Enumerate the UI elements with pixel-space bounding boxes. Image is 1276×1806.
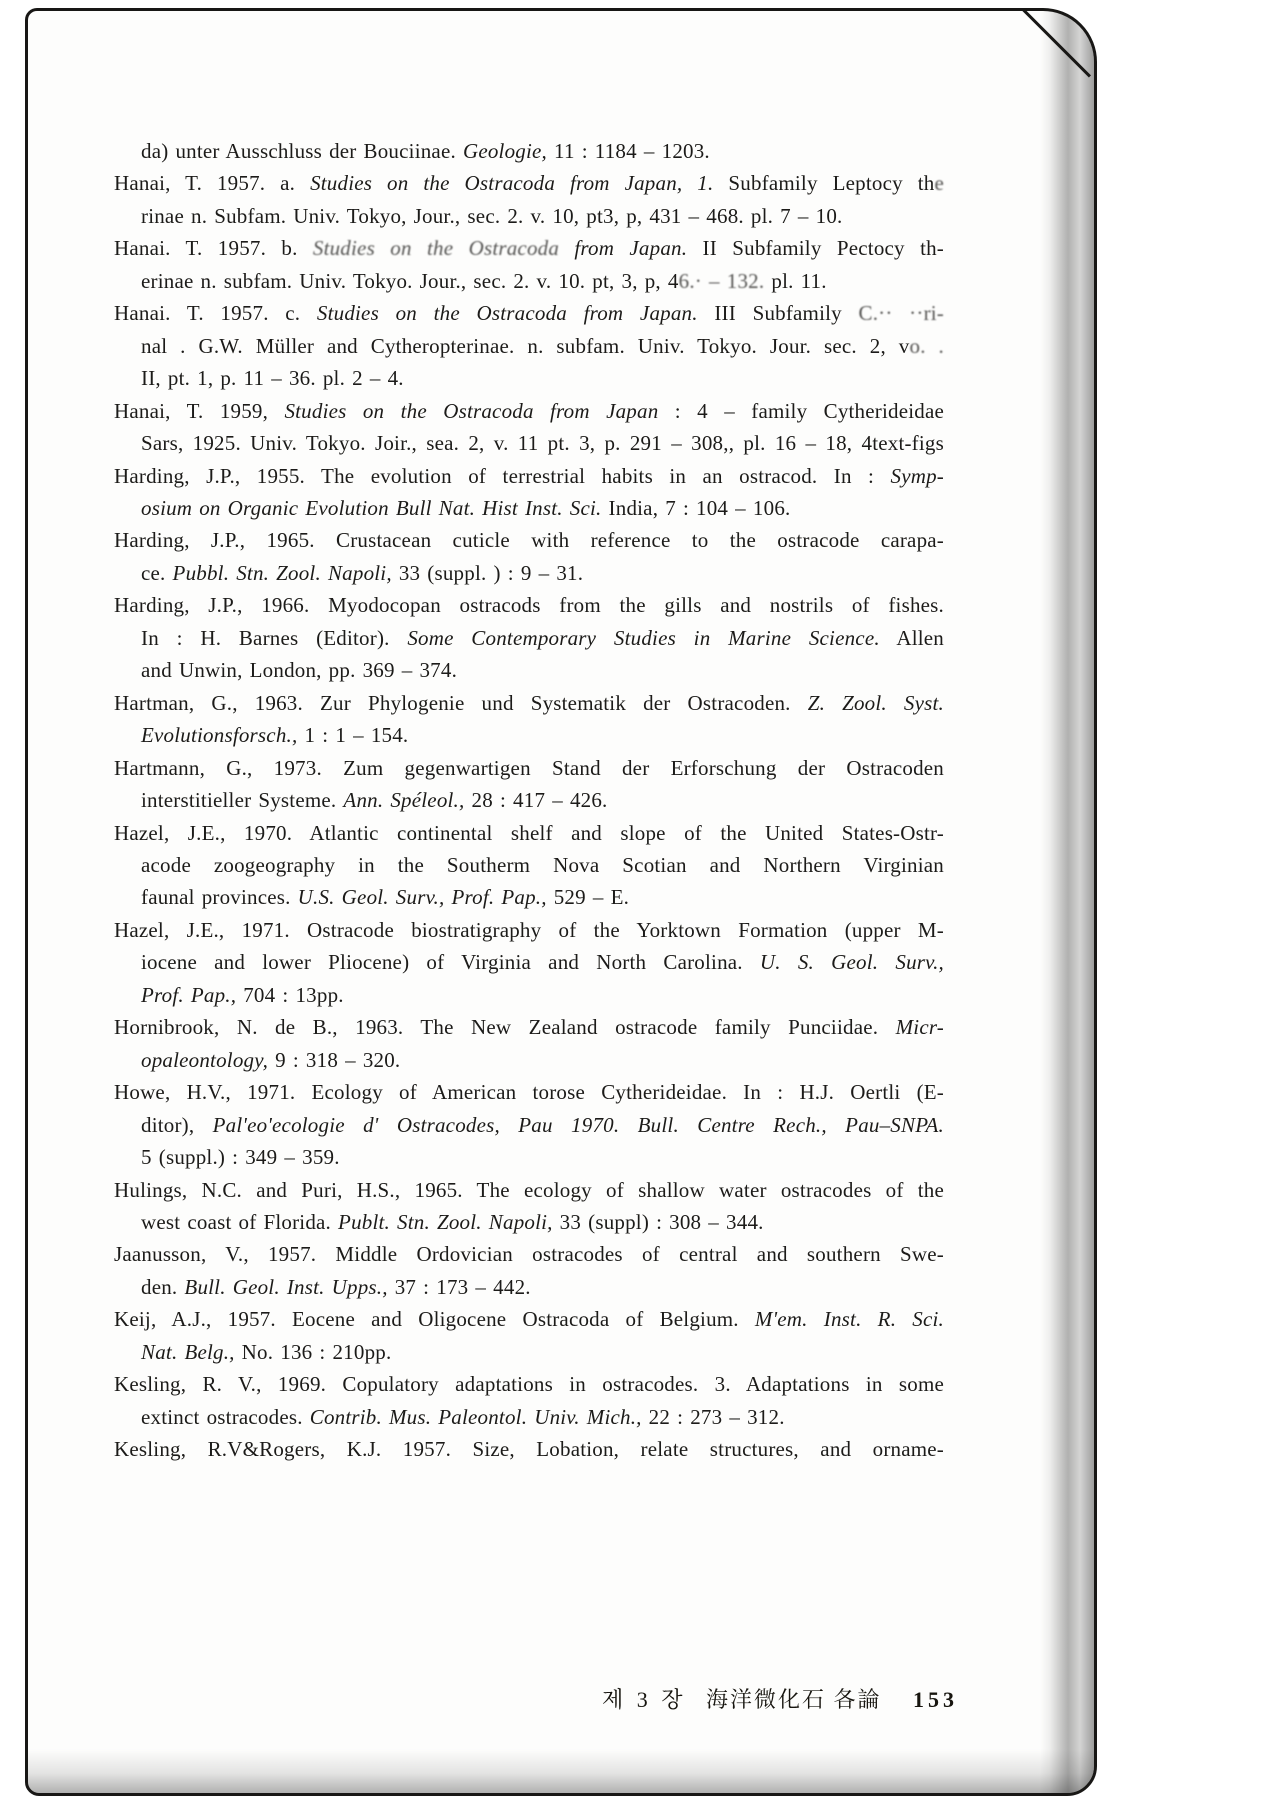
bib-line [114,881,944,913]
bib-segment: Hornibrook, N. de B., 1963. The New Zealand ostracode family Punciidae. [114,1015,896,1040]
bib-segment: 11 : 1184 – 1203. [547,139,710,163]
bib-line [114,1109,944,1141]
bib-segment: ce. [141,560,173,585]
bib-segment: Sars, 1925. Univ. Tokyo. Joir., sea. 2, v. 11 pt. 3, p. 291 – 308,, pl. 16 – 18, 4text-figs [141,431,944,456]
bib-line [114,1141,944,1173]
bib-segment: 5 (suppl.) : 349 – 359. [141,1145,340,1170]
bib-segment: Subfamily Leptocy th [713,171,935,196]
bib-line [114,589,944,621]
bib-segment: den. [141,1274,185,1299]
bib-segment: Nat. Belg., [141,1339,235,1364]
bib-line [114,232,944,264]
bib-line [114,946,944,978]
bib-line [114,1368,944,1400]
bib-segment: o. . [909,333,944,358]
bib-line [114,1011,944,1043]
bib-line [114,817,944,849]
bib-segment: 9 : 318 – 320. [268,1047,401,1072]
bib-line [114,914,944,946]
bib-segment: faunal provinces. [141,885,298,910]
bib-line [114,687,944,719]
bib-segment: and Unwin, London, pp. 369 – 374. [141,658,458,683]
bib-segment: Hanai, T. 1957. a. [114,171,311,196]
bib-segment: nal . G.W. Müller and Cytheropterinae. n. subfam. Univ. Tokyo. Jour. sec. 2, v [141,333,910,358]
bib-segment: erinae n. subfam. Univ. Tokyo. Jour., sec. 2. v. 10. pt, 3, p, 4 [141,268,679,293]
bib-segment: Symp- [890,463,944,488]
bib-segment: Jaanusson, V., 1957. Middle Ordovician ostracodes of central and southern Swe- [114,1242,944,1267]
bib-segment: Howe, H.V., 1971. Ecology of American torose Cytherideidae. In : H.J. Oertli (E- [114,1080,944,1105]
bib-segment: Hartman, G., 1963. Zur Phylogenie und Systematik der Ostracoden. [114,690,808,715]
bib-line [114,524,944,556]
bib-segment: Allen [879,625,944,650]
bib-segment: pl. 11. [764,268,827,293]
bib-line [114,752,944,784]
bib-segment: Pubbl. Stn. Zool. Napoli, [172,560,392,585]
bib-segment: 22 : 273 – 312. [641,1404,785,1429]
bib-segment: osium on Organic Evolution Bull Nat. Hist Inst. Sci. [141,495,602,520]
bib-segment: Studies on the Ostracoda from Japan. [316,301,698,326]
bib-segment: 1 : 1 – 154. [297,723,409,748]
bib-segment: Publt. Stn. Zool. Napoli, [338,1209,553,1234]
bib-segment: Micr- [895,1015,944,1040]
bib-segment: Studies on the Ostracoda from Japan, 1. [310,171,714,196]
bib-segment: 33 (suppl. ) : 9 – 31. [391,560,584,585]
bib-segment: Hazel, J.E., 1971. Ostracode biostratigraphy of the Yorktown Formation (upper M- [114,917,944,942]
bib-line [114,1206,944,1238]
bib-segment: : 4 – family Cytherideidae [658,398,945,423]
bib-segment: India, 7 : 104 – 106. [601,495,791,520]
bib-segment: Hartmann, G., 1973. Zum gegenwartigen Stand der Erforschung der Ostracoden [114,755,944,780]
bib-segment: Some Contemporary Studies in Marine Science. [407,625,880,650]
bib-line [114,427,944,459]
bib-segment: 33 (suppl) : 308 – 344. [552,1209,764,1234]
bib-segment: Contrib. Mus. Paleontol. Univ. Mich., [309,1404,642,1429]
bib-segment: II, pt. 1, p. 11 – 36. pl. 2 – 4. [141,366,404,391]
bib-segment: Kesling, R.V&Rogers, K.J. 1957. Size, Lobation, relate structures, and orname- [114,1437,944,1462]
bib-line [114,200,944,232]
bib-segment: Hanai. T. 1957. b. [114,236,313,261]
bib-line [114,557,944,589]
bib-line [114,1044,944,1076]
bib-segment: Kesling, R. V., 1969. Copulatory adaptations in ostracodes. 3. Adaptations in some [114,1372,944,1397]
bib-segment: extinct ostracodes. [141,1404,310,1429]
bib-segment: 6.· – 132. [678,268,765,293]
page-edge-shading [1040,11,1094,1793]
page-corner-fold [1021,8,1091,78]
bib-segment: No. 136 : 210pp. [234,1339,392,1364]
page-bottom-shadow [28,1749,1094,1793]
bib-line [114,135,944,167]
bib-segment: from Japan. [574,236,688,261]
bib-segment: Hulings, N.C. and Puri, H.S., 1965. The ecology of shallow water ostracodes of the [114,1177,944,1202]
bib-line [114,1336,944,1368]
bib-segment: Studies on the Ostracoda from Japan [284,398,659,423]
bib-segment: 529 – E. [546,885,630,910]
bib-line [114,654,944,686]
bib-segment: iocene and lower Pliocene) of Virginia and North Carolina. [141,950,760,975]
bib-segment: da) unter Ausschluss der Bouciinae. [141,139,463,163]
bib-segment: west coast of Florida. [141,1209,339,1234]
bib-line [114,1271,944,1303]
footer-chapter-label: 제 3 장 [601,1687,687,1712]
bib-segment: Evolutionsforsch., [141,723,298,748]
bib-line [114,1076,944,1108]
bib-line [114,1238,944,1270]
bibliography-text [114,135,944,1466]
bib-segment: Harding, J.P., 1966. Myodocopan ostracods from the gills and nostrils of fishes. [114,593,944,618]
book-page [25,8,1097,1796]
bib-segment: Geologie, [462,139,547,163]
bib-segment: e [934,171,944,196]
bib-segment: Hazel, J.E., 1970. Atlantic continental shelf and slope of the United States-Ostr- [114,820,944,845]
bib-line [114,167,944,199]
bib-segment: Hanai, T. 1959, [114,398,285,423]
bib-line [114,1174,944,1206]
bib-line [114,784,944,816]
bib-line [114,1433,944,1465]
footer-page-number: 153 [913,1687,958,1712]
bib-line [114,395,944,427]
bib-segment: III Subfamily [697,301,859,326]
bib-line [114,492,944,524]
bib-segment: M'em. Inst. R. Sci. [754,1307,944,1332]
bib-segment: II Subfamily Pectocy th- [687,236,945,261]
bib-segment: 37 : 173 – 442. [387,1274,531,1299]
bib-segment: Prof. Pap., [141,982,237,1007]
bib-line [114,297,944,329]
bib-line [114,849,944,881]
bib-segment: acode zoogeography in the Southerm Nova Scotian and Northern Virginian [141,852,944,877]
bib-segment: In : H. Barnes (Editor). [141,625,408,650]
bib-line [114,1303,944,1335]
bib-segment: C.·· ··ri- [858,301,944,326]
bib-segment: Harding, J.P., 1965. Crustacean cuticle with reference to the ostracode carapa- [114,528,944,553]
bib-line [114,362,944,394]
bib-segment: Ann. Spéleol., [343,788,465,813]
bib-line [114,265,944,297]
bib-segment: U. S. Geol. Surv., [759,950,945,975]
bib-segment: 704 : 13pp. [236,982,344,1007]
bib-segment: Harding, J.P., 1955. The evolution of terrestrial habits in an ostracod. In : [114,463,891,488]
bib-segment: Bull. Geol. Inst. Upps., [184,1274,388,1299]
bib-line [114,622,944,654]
bib-line [114,979,944,1011]
footer-section-title: 海洋微化石 各論 [705,1687,882,1712]
bib-segment: 28 : 417 – 426. [464,788,608,813]
bib-segment: interstitieller Systeme. [141,788,344,813]
bib-segment: rinae n. Subfam. Univ. Tokyo, Jour., sec. 2. v. 10, pt3, p, 431 – 468. pl. 7 – 10. [141,203,843,228]
bib-line [114,460,944,492]
bib-line [114,1401,944,1433]
page-footer [602,1683,958,1714]
bib-segment: Keij, A.J., 1957. Eocene and Oligocene Ostracoda of Belgium. [114,1307,755,1332]
bib-segment: Z. Zool. Syst. [807,690,944,715]
bib-segment: opaleontology, [141,1047,269,1072]
bib-segment: Hanai. T. 1957. c. [114,301,317,326]
bib-line [114,330,944,362]
bib-segment: U.S. Geol. Surv., Prof. Pap., [297,885,547,910]
bib-line [114,719,944,751]
bib-segment: Pal'eo'ecologie d' Ostracodes, Pau 1970. Bull. Centre Rech., Pau–SNPA. [212,1112,945,1137]
bib-segment: Studies on the Ostracoda [312,236,575,261]
bib-segment: ditor), [141,1112,213,1137]
